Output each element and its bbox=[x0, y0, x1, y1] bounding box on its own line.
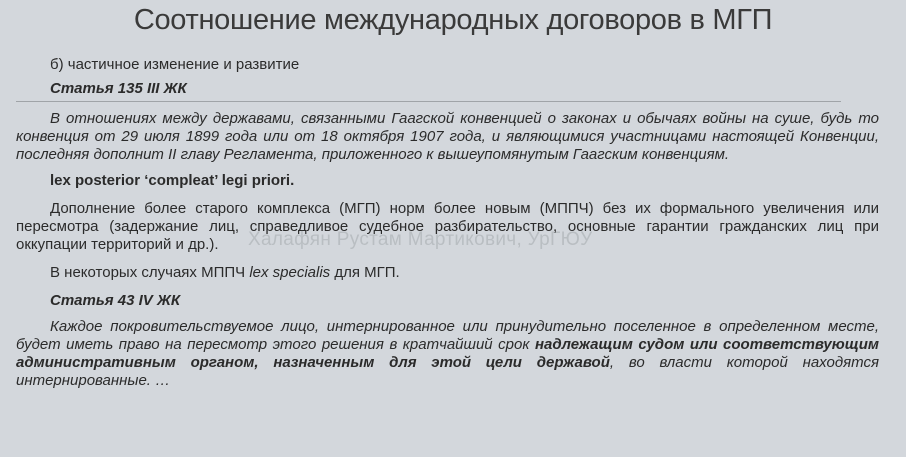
article-135-heading: Статья 135 III ЖК bbox=[16, 80, 841, 102]
article-43-heading: Статья 43 IV ЖК bbox=[50, 292, 181, 309]
article-43-text-after: , во власти которой находятся интернированные. … bbox=[16, 354, 879, 389]
section-subtitle: б) частичное изменение и развитие bbox=[50, 56, 300, 73]
slide-title: Соотношение международных договоров в МГП bbox=[133, 4, 773, 36]
lex-specialis-before: В некоторых случаях МППЧ bbox=[50, 264, 250, 281]
lex-specialis-paragraph bbox=[16, 264, 879, 282]
lex-posterior-maxim: lex posterior ‘compleat’ legi priori. bbox=[50, 172, 295, 189]
slide-content bbox=[16, 56, 879, 390]
article-43-text-before: Каждое покровительствуемое лицо, интернированное или принудительно поселенное в определенном месте, будет иметь право на пересмотр этого решения в кратчайший срок bbox=[16, 318, 879, 353]
lex-specialis-term: lex specialis bbox=[249, 264, 331, 281]
article-43-text-bold: надлежащим судом или соответствующим административным органом, назначенным для этой цели державой bbox=[16, 336, 879, 371]
article-135-text: В отношениях между державами, связанными Гаагской конвенцией о законах и обычаях войны на суше, будь то конвенция от 29 июля 1899 года или от 18 октября 1907 года, и являющимися участницами настоящей Конвенции, последняя дополнит II главу Регламента, приложенного к вышеупомянутым Гаагским конвенциям. bbox=[16, 110, 879, 163]
addition-paragraph: Дополнение более старого комплекса (МГП) норм более новым (МППЧ) без их формального увеличения или пересмотра (задержание лиц, справедливое судебное разбирательство, основные гарантии гражданских лиц при оккупации территорий и др.). bbox=[16, 200, 879, 253]
article-43-text bbox=[16, 318, 879, 390]
author-watermark: Халафян Рустам Мартикович, УрГЮУ bbox=[248, 229, 593, 250]
lex-specialis-after: для МГП. bbox=[330, 264, 400, 281]
